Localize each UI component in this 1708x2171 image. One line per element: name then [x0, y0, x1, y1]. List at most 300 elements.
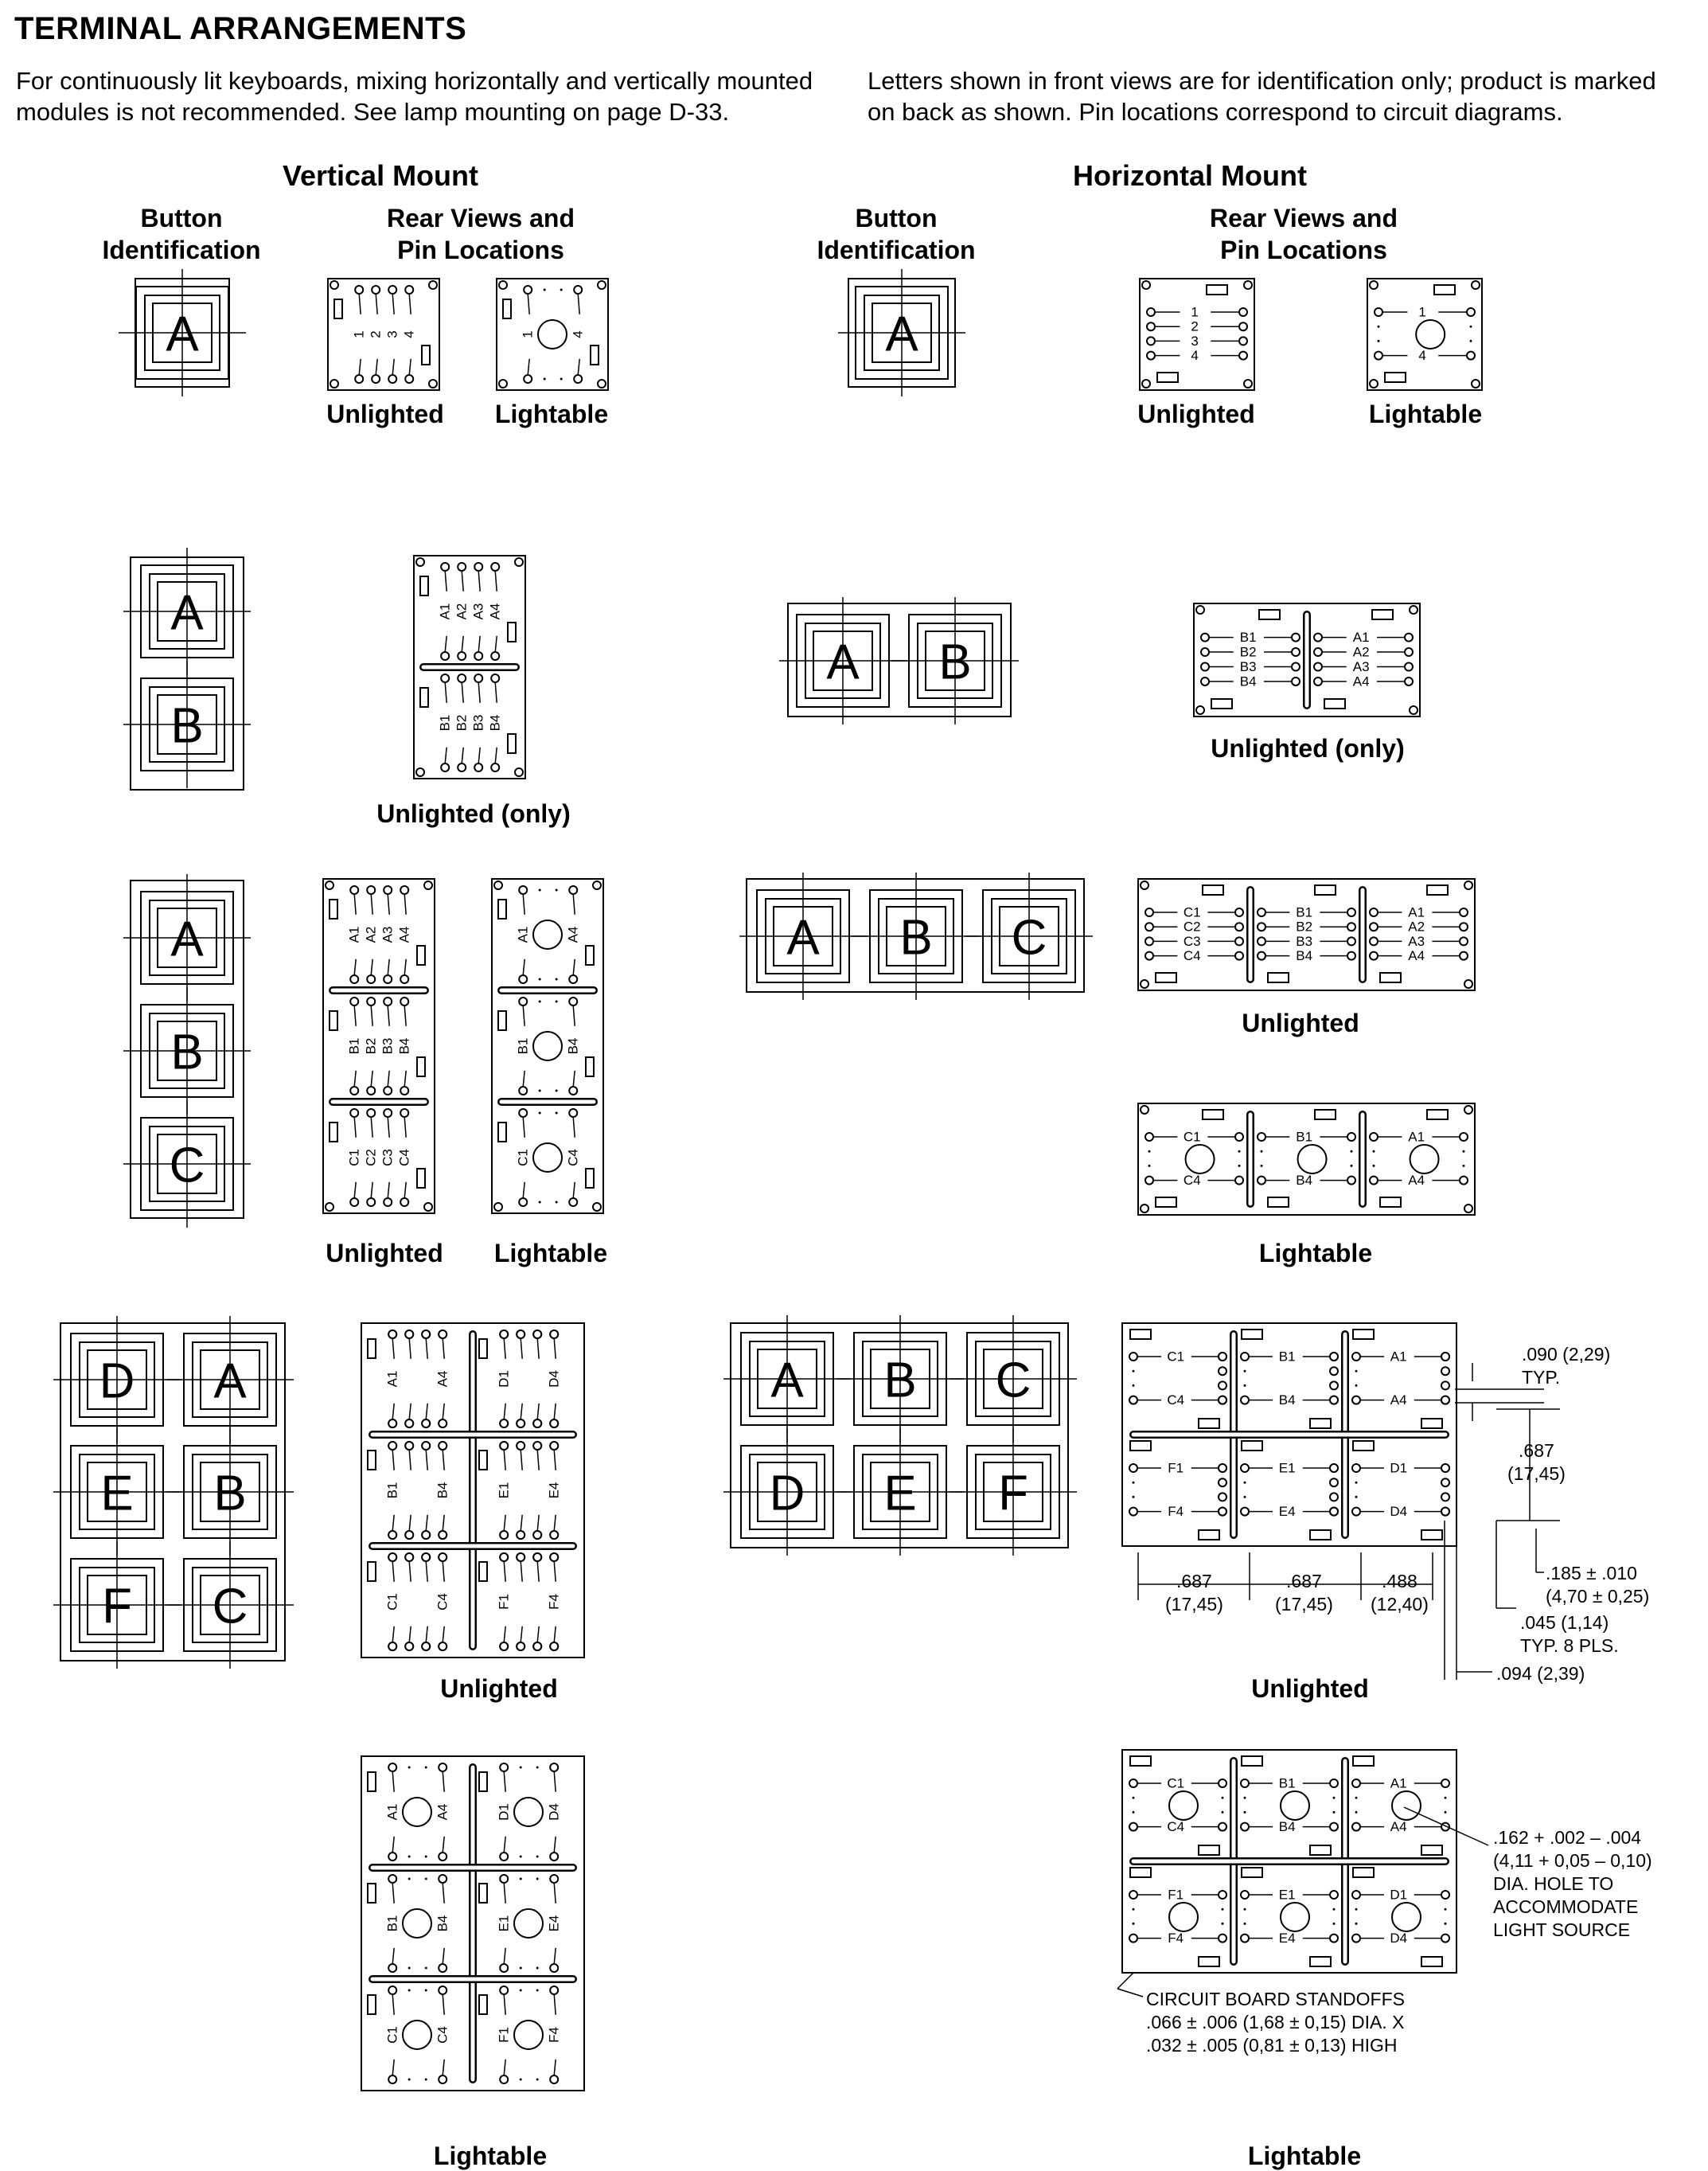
pin-hole [500, 1531, 508, 1539]
pin-dot [1244, 1384, 1246, 1387]
pin-label: A2 [1408, 919, 1425, 935]
pin-label: D1 [496, 1803, 512, 1821]
pin-label: E4 [1278, 1504, 1296, 1520]
intro-left: For continuously lit keyboards, mixing horizontally and vertically mounted modules is not recommended. See lamp mounting on page D-33. [16, 67, 813, 126]
pin-label: C1 [1183, 904, 1201, 920]
button-c [965, 873, 1093, 1000]
pin-hole [500, 1330, 508, 1338]
pin-label: F4 [1168, 1504, 1184, 1520]
pin-hole [1292, 634, 1300, 642]
pin-hole [1441, 1464, 1449, 1472]
standoff-pad [368, 1451, 376, 1470]
pin-dot [1355, 1370, 1358, 1372]
button-letter: A [170, 912, 204, 967]
pin-hole [405, 375, 413, 383]
lamp-hole [1416, 320, 1445, 349]
pin-hole [550, 1442, 558, 1450]
pin-hole [1330, 1478, 1338, 1486]
trace [426, 1338, 427, 1359]
pin-dot [1355, 1908, 1358, 1911]
pin-label: A2 [1352, 644, 1370, 660]
pin-label: 4 [570, 330, 586, 338]
pin-hole [1352, 1396, 1360, 1404]
pin-hole [1235, 923, 1243, 931]
pin-hole [1147, 337, 1155, 345]
pin-dot [536, 1856, 539, 1858]
pin-hole [500, 1853, 508, 1861]
pin-hole [519, 1109, 527, 1117]
pin-label: E1 [1278, 1887, 1296, 1903]
pin-hole [1370, 908, 1378, 916]
pin-hole [1441, 1381, 1449, 1389]
pin-hole [1241, 1353, 1249, 1361]
pin-dot [539, 1090, 541, 1092]
trace [404, 1117, 406, 1138]
pin-label: 2 [368, 330, 384, 338]
pin-hole [550, 1642, 558, 1650]
pin-label: B4 [396, 1037, 412, 1055]
intro-right: Letters shown in front views are for identification only; product is marked on back as shown. Pin locations correspond to circuit diagrams. [868, 67, 1656, 126]
caption-v2-unlighted-only: Unlighted (only) [376, 799, 571, 828]
pin-label: B1 [384, 1482, 400, 1499]
standoff-pad [1259, 610, 1280, 619]
pin-label: F1 [496, 1594, 512, 1610]
pin-hole [1405, 677, 1413, 685]
pin-hole [388, 1553, 396, 1561]
trace [388, 1182, 389, 1198]
trace [443, 1994, 444, 2015]
v6-lightable-board [361, 1756, 584, 2091]
button-e [53, 1428, 181, 1556]
standoff-pad [1353, 1441, 1374, 1451]
pin-hole [1129, 1464, 1137, 1472]
button-f [950, 1428, 1077, 1556]
pin-hole [1145, 937, 1153, 945]
corner-hole [424, 881, 432, 889]
pin-hole [1352, 1935, 1360, 1943]
pin-hole [1239, 308, 1247, 316]
pin-hole [1370, 952, 1378, 960]
pin-hole [1370, 937, 1378, 945]
pin-label: B2 [363, 1037, 379, 1055]
trace [528, 294, 529, 314]
pin-label: C4 [396, 1149, 412, 1166]
pin-hole [1347, 908, 1355, 916]
pin-hole [439, 2075, 446, 2083]
trace [528, 359, 529, 375]
standoff-pad [586, 1169, 594, 1188]
pin-label: 4 [401, 330, 417, 338]
pin-hole [1241, 1891, 1249, 1899]
corner-hole [1141, 980, 1148, 988]
corner-hole [1464, 881, 1472, 889]
corner-hole [1464, 980, 1472, 988]
standoff-pad [417, 1169, 425, 1188]
pin-hole [367, 1109, 375, 1117]
trace [537, 1450, 539, 1470]
button-letter: D [769, 1466, 805, 1521]
standoff-pad [1130, 1868, 1151, 1877]
pin-hole [1219, 1779, 1226, 1787]
corner-hole [494, 881, 502, 889]
standoff-pad [1353, 1330, 1374, 1339]
pin-hole [458, 763, 466, 771]
trace [426, 1404, 427, 1419]
corner-hole [1141, 1205, 1148, 1212]
button-e [836, 1428, 964, 1556]
caption-v1-unlighted: Unlighted [326, 400, 444, 428]
pin-hole [1219, 1508, 1226, 1516]
trace [554, 1883, 556, 1904]
pin-dot [539, 1001, 541, 1003]
trace [554, 1626, 556, 1642]
standoff-pad [1421, 1419, 1442, 1428]
pin-hole [550, 1553, 558, 1561]
pin-dot [520, 1967, 522, 1970]
pin-hole [388, 1531, 396, 1539]
pin-hole [1370, 1133, 1378, 1141]
pin-hole [524, 286, 532, 294]
pin-hole [400, 886, 408, 894]
pin-hole [1241, 1779, 1249, 1787]
standoff-pad [1156, 973, 1176, 982]
trace [523, 1071, 524, 1087]
caption-h6-unlighted: Unlighted [1251, 1674, 1369, 1703]
pin-label: A3 [470, 603, 486, 620]
trace [478, 571, 480, 592]
pin-hole [1314, 634, 1322, 642]
button-b [166, 1428, 294, 1556]
trace [554, 1450, 556, 1470]
trace [392, 1515, 394, 1531]
pin-hole [1314, 677, 1322, 685]
pin-hole [372, 375, 380, 383]
trace [392, 1883, 394, 1904]
pin-hole [569, 998, 577, 1005]
pin-label: B3 [1239, 659, 1257, 675]
pin-dot [408, 1856, 411, 1858]
pin-hole [384, 1087, 392, 1095]
lamp-hole [1281, 1903, 1309, 1931]
pin-hole [1147, 352, 1155, 360]
pin-hole [1330, 1779, 1338, 1787]
trace [371, 1117, 372, 1138]
pin-hole [517, 1531, 524, 1539]
pin-label: B2 [1296, 919, 1313, 935]
pin-hole [500, 1986, 508, 1994]
button-letter: B [938, 635, 972, 690]
pin-label: B1 [346, 1037, 362, 1055]
lamp-hole [1186, 1145, 1215, 1173]
pin-hole [519, 1198, 527, 1206]
pin-label: B1 [384, 1915, 400, 1932]
pin-hole [422, 1553, 430, 1561]
pin-dot [520, 1856, 522, 1858]
pin-hole [500, 1642, 508, 1650]
pin-hole [405, 1642, 413, 1650]
pin-hole [1201, 648, 1209, 656]
standoff-pad [1427, 885, 1448, 895]
pin-dot [1351, 1150, 1353, 1153]
trace [521, 1450, 522, 1470]
caption-h6-lightable: Lightable [1247, 2142, 1362, 2170]
vertical-button-id-heading: Button Identification [102, 204, 261, 264]
standoff-pad [1268, 1197, 1289, 1207]
standoff-pad [508, 623, 516, 642]
trace [392, 2060, 394, 2075]
pin-hole [405, 1442, 413, 1450]
trace [388, 1071, 389, 1087]
trace [392, 1450, 394, 1470]
pin-hole [372, 286, 380, 294]
pin-hole [1258, 908, 1265, 916]
pin-dot [536, 1989, 539, 1992]
button-a [739, 873, 867, 1000]
dim-pin-spacing: .090 (2,29) TYP. [1522, 1344, 1611, 1388]
button-letter: A [166, 307, 199, 362]
pin-label: C4 [1167, 1819, 1185, 1835]
pin-hole [400, 1109, 408, 1117]
pin-hole [1441, 1891, 1449, 1899]
pin-dot [1355, 1482, 1358, 1484]
pin-hole [458, 674, 466, 682]
standoff-pad [1157, 373, 1178, 382]
pin-dot [1244, 1482, 1246, 1484]
pin-hole [1352, 1779, 1360, 1787]
trace [443, 1404, 444, 1419]
pin-label: E4 [1278, 1931, 1296, 1946]
pin-dot [1133, 1496, 1135, 1498]
pin-hole [533, 1531, 541, 1539]
pin-label: A1 [515, 926, 531, 943]
standoff-pad [503, 299, 511, 318]
pin-label: F1 [496, 2027, 512, 2043]
pin-hole [1219, 1353, 1226, 1361]
pin-label: D4 [1390, 1931, 1408, 1946]
trace [392, 294, 394, 314]
trace [478, 636, 480, 652]
pin-hole [367, 1087, 375, 1095]
pin-dot [1244, 1496, 1246, 1498]
trace [409, 1450, 411, 1470]
pin-label: 4 [1418, 348, 1426, 364]
trace [445, 748, 446, 763]
h6-unlighted-board [1122, 1323, 1456, 1546]
pin-hole [405, 286, 413, 294]
trace [523, 1005, 524, 1026]
pin-hole [439, 1853, 446, 1861]
pin-dot [1244, 1797, 1246, 1799]
pin-label: B1 [1278, 1349, 1296, 1365]
pin-hole [1330, 1935, 1338, 1943]
pin-hole [500, 2075, 508, 2083]
standoff-pad [479, 1451, 487, 1470]
trace [504, 1338, 505, 1359]
pin-hole [1375, 352, 1382, 360]
pin-dot [1355, 1797, 1358, 1799]
pin-dot [536, 2079, 539, 2081]
pin-hole [422, 1419, 430, 1427]
button-b [891, 597, 1019, 724]
pin-hole [524, 375, 532, 383]
lamp-hole [1298, 1145, 1327, 1173]
standoff-pad [368, 1884, 376, 1903]
pin-hole [1129, 1353, 1137, 1361]
pin-label: E1 [496, 1915, 512, 1932]
pin-hole [491, 652, 499, 660]
pin-label: A1 [346, 926, 362, 943]
standoff-pad [1199, 1845, 1219, 1855]
pin-dot [1355, 1811, 1358, 1814]
trace [392, 359, 394, 375]
pin-hole [405, 1330, 413, 1338]
pin-label: D4 [546, 1370, 562, 1388]
pin-dot [1445, 1797, 1447, 1799]
button-a [779, 597, 907, 724]
pin-dot [1244, 1811, 1246, 1814]
module-frame [788, 603, 1011, 717]
pin-hole [1460, 923, 1468, 931]
standoff-pad [1385, 373, 1406, 382]
pin-dot [1333, 1908, 1336, 1911]
trace [462, 682, 463, 703]
pin-label: D4 [1390, 1504, 1408, 1520]
trace [573, 1071, 575, 1087]
pin-hole [355, 375, 363, 383]
trace [354, 1182, 356, 1198]
v1-lightable-board [497, 279, 608, 390]
trace [554, 1404, 556, 1419]
v2-unlighted-board [414, 556, 525, 779]
pin-hole [517, 1553, 524, 1561]
pin-label: C2 [1183, 919, 1201, 935]
trace [371, 1071, 372, 1087]
pin-hole [422, 1531, 430, 1539]
standoff-pad [1310, 1530, 1331, 1540]
standoff-pad [417, 946, 425, 965]
pin-hole [519, 975, 527, 983]
standoff-pad [1199, 1419, 1219, 1428]
pin-hole [474, 652, 482, 660]
trace [443, 1450, 444, 1470]
pin-dot [425, 1967, 427, 1970]
standoff-pad [1434, 285, 1455, 295]
pin-label: A4 [396, 926, 412, 943]
lamp-hole [514, 2021, 543, 2049]
pin-hole [1352, 1891, 1360, 1899]
pin-hole [1330, 1381, 1338, 1389]
pin-label: A1 [1390, 1349, 1407, 1365]
trace [371, 1182, 372, 1198]
pin-label: B4 [435, 1915, 450, 1932]
pin-hole [1241, 1935, 1249, 1943]
pin-hole [1235, 937, 1243, 945]
corner-hole [1464, 1106, 1472, 1114]
pin-label: C4 [565, 1149, 581, 1166]
trace [392, 1948, 394, 1964]
trace [495, 682, 497, 703]
pin-dot [1222, 1797, 1224, 1799]
trace [504, 2060, 505, 2075]
dimension-lines [1117, 1363, 1560, 1997]
corner-hole [1244, 380, 1252, 388]
trace [504, 1450, 505, 1470]
pin-hole [350, 1109, 358, 1117]
corner-hole [424, 1203, 432, 1211]
corner-hole [515, 768, 523, 776]
standoff-pad [498, 1011, 506, 1030]
pin-dot [1133, 1370, 1135, 1372]
pin-label: C1 [384, 2026, 400, 2044]
pin-dot [1133, 1923, 1135, 1925]
corner-hole [1142, 380, 1150, 388]
pin-dot [1133, 1384, 1135, 1387]
pin-label: C1 [346, 1149, 362, 1166]
pin-hole [500, 1553, 508, 1561]
button-front-views [53, 269, 1093, 1669]
corner-hole [593, 1203, 601, 1211]
standoff-pad [1421, 1530, 1442, 1540]
standoff-pad [420, 688, 428, 707]
pin-hole [1258, 1177, 1265, 1185]
pin-dot [536, 1878, 539, 1880]
trace [426, 1450, 427, 1470]
caption-h1-lightable: Lightable [1368, 400, 1483, 428]
corner-hole [499, 380, 507, 388]
pin-dot [1351, 1165, 1353, 1167]
pin-hole [367, 998, 375, 1005]
pin-hole [1292, 663, 1300, 671]
trace [554, 1561, 556, 1582]
standoff-pad [368, 1339, 376, 1358]
pin-hole [1129, 1823, 1137, 1831]
pin-hole [1241, 1396, 1249, 1404]
trace [426, 1561, 427, 1582]
button-letter: A [885, 307, 918, 362]
board-outline [328, 279, 439, 390]
pin-hole [405, 1531, 413, 1539]
trace [573, 1005, 575, 1026]
pin-hole [1235, 908, 1243, 916]
button-a [123, 548, 251, 675]
pin-label: B4 [1296, 1173, 1313, 1189]
corner-hole [416, 558, 424, 566]
trace [392, 1994, 394, 2015]
pin-label: B4 [435, 1482, 450, 1499]
pin-dot [536, 1967, 539, 1970]
pin-hole [388, 1986, 396, 1994]
pin-hole [1201, 663, 1209, 671]
trace [504, 1883, 505, 1904]
standoff-pad [1211, 699, 1232, 709]
corner-hole [429, 380, 437, 388]
trace [504, 1948, 505, 1964]
vertical-mount-heading: Vertical Mount [282, 159, 479, 192]
vertical-rear-views-heading: Rear Views and Pin Locations [387, 204, 575, 264]
trace [409, 294, 411, 314]
trace [554, 1994, 556, 2015]
pin-label: B4 [1278, 1819, 1296, 1835]
pin-hole [1235, 1133, 1243, 1141]
pin-hole [1219, 1381, 1226, 1389]
pin-hole [355, 286, 363, 294]
standoff-pad [479, 1995, 487, 2014]
pin-label: A2 [363, 926, 379, 943]
standoff-pad [479, 1339, 487, 1358]
dimension-line [1117, 1989, 1143, 1997]
trace [359, 294, 361, 314]
button-a [838, 269, 965, 396]
